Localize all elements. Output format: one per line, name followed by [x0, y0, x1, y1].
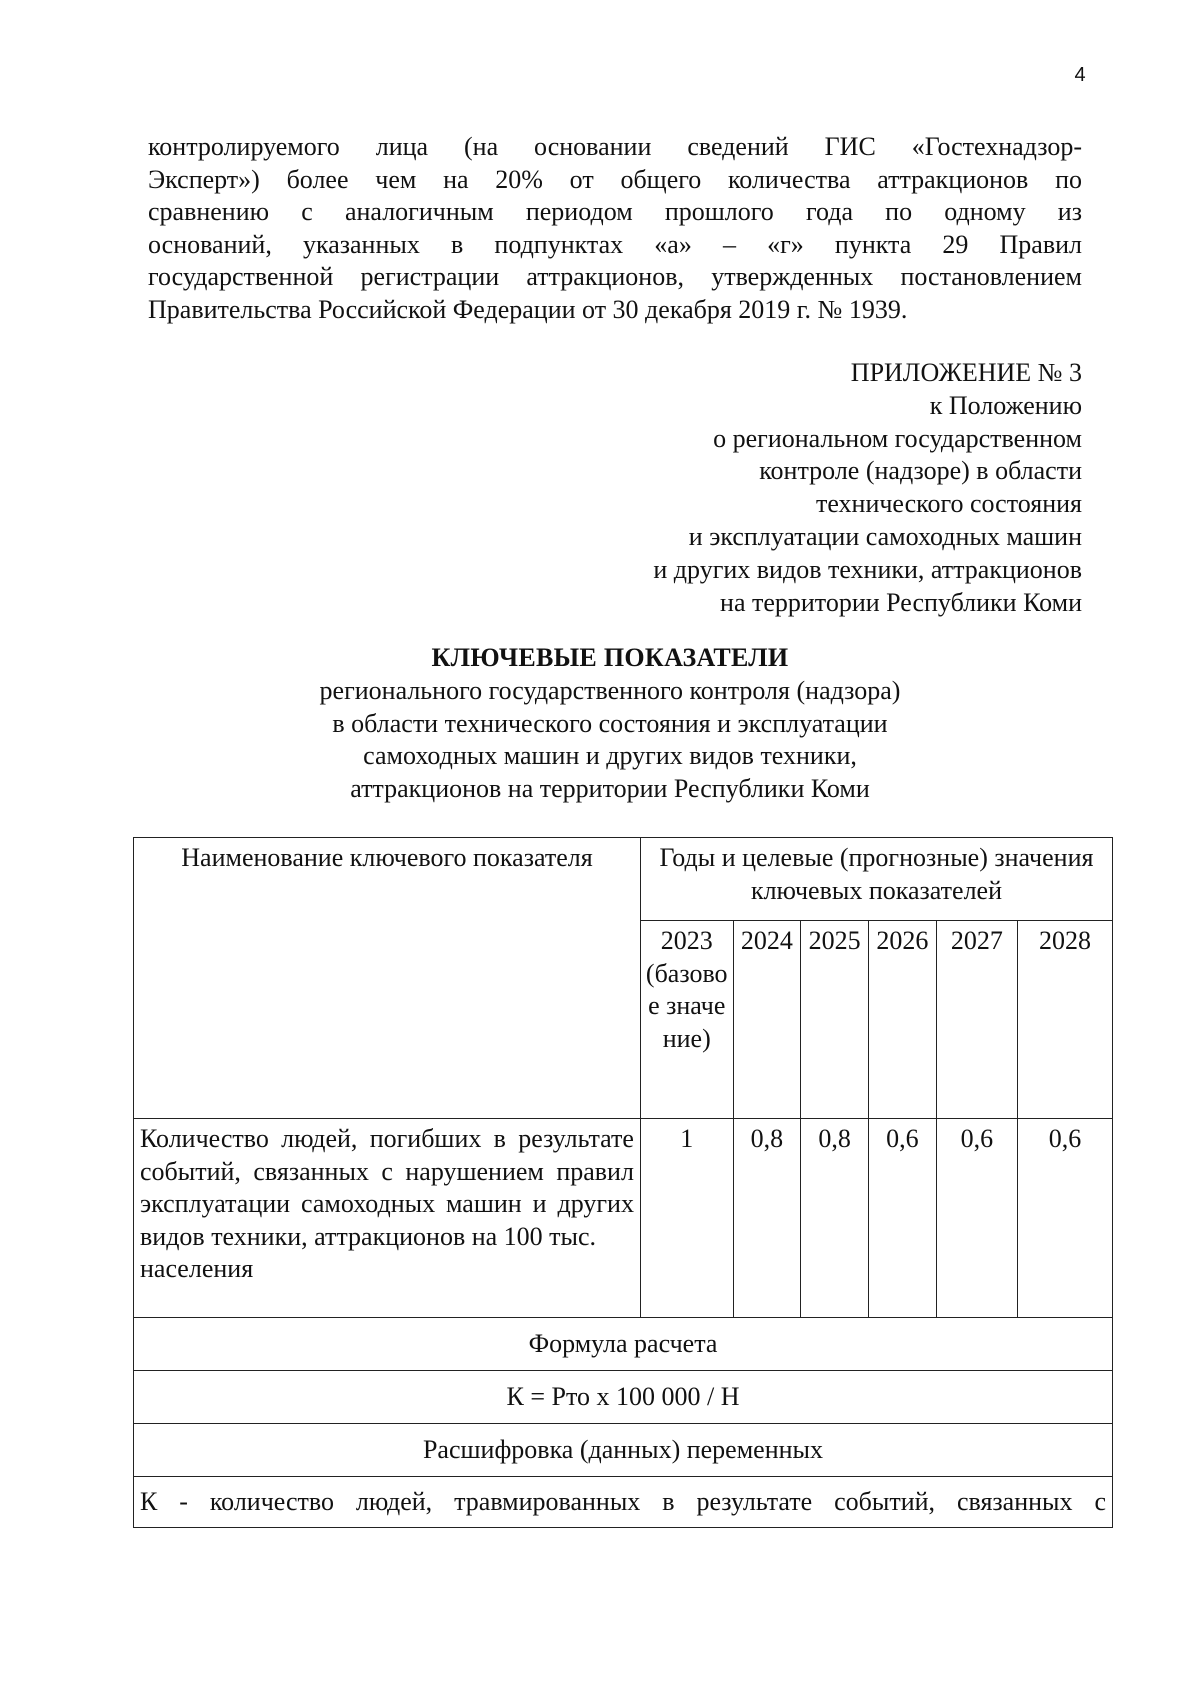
title-subline: регионального государственного контроля (надзора): [319, 675, 901, 705]
value-cell: 0,6: [936, 1119, 1017, 1318]
intro-paragraph: [148, 131, 1082, 326]
value-cell: 0,6: [1018, 1119, 1113, 1318]
indicator-name-tail: населения: [140, 1254, 254, 1283]
appendix-line: на территории Республики Коми: [720, 587, 1082, 617]
key-indicators-table: [133, 837, 1113, 1528]
year-cell: 2028: [1018, 921, 1113, 1119]
appendix-line: и эксплуатации самоходных машин: [688, 521, 1082, 551]
year-cell: 2025: [801, 921, 869, 1119]
header-indicator-name: Наименование ключевого показателя: [134, 838, 641, 1119]
title-heading: КЛЮЧЕВЫЕ ПОКАЗАТЕЛИ: [431, 643, 789, 672]
formula: К = Рто х 100 000 / Н: [134, 1371, 1113, 1424]
intro-line: оснований, указанных в подпунктах «а» – «г» пункта 29 Правил: [148, 229, 1082, 259]
variable-definition: К - количество людей, травмированных в результате событий, связанных с: [134, 1477, 1113, 1528]
appendix-header: [653, 357, 1082, 619]
table-row: [134, 1318, 1113, 1371]
table-row: [134, 1424, 1113, 1477]
intro-line: Правительства Российской Федерации от 30 декабря 2019 г. № 1939.: [148, 294, 908, 324]
intro-line: государственной регистрации аттракционов, утвержденных постановлением: [148, 262, 1082, 291]
year-2023-cell: [640, 921, 733, 1119]
title-subline: аттракционов на территории Республики Коми: [350, 774, 870, 804]
appendix-line: технического состояния: [815, 489, 1082, 519]
value-cell: 0,6: [869, 1119, 937, 1318]
value-cell: 0,8: [733, 1119, 801, 1318]
formula-label: Формула расчета: [134, 1318, 1113, 1371]
year-label: 2023: [660, 926, 713, 956]
value-cell: 0,8: [801, 1119, 869, 1318]
indicator-name-cell: [134, 1119, 641, 1318]
table-row: [134, 1477, 1113, 1528]
value-cell: 1: [640, 1119, 733, 1318]
page-number: 4: [1074, 64, 1086, 86]
year-cell: 2026: [869, 921, 937, 1119]
variables-label: Расшифровка (данных) переменных: [134, 1424, 1113, 1477]
appendix-line: ПРИЛОЖЕНИЕ № 3: [850, 358, 1082, 387]
year-cell: 2024: [733, 921, 801, 1119]
base-value-note: (базовое значение): [645, 958, 728, 1053]
title-subline: самоходных машин и других видов техники,: [363, 741, 857, 771]
appendix-line: контроле (надзоре) в области: [759, 456, 1082, 486]
appendix-line: и других видов техники, аттракционов: [653, 554, 1082, 584]
indicator-name: Количество людей, погибших в результате событий, связанных с нарушением правил эксплуатации самоходных машин и других видов техники, аттракционов на 100 тыс.: [140, 1124, 634, 1251]
intro-line: Эксперт») более чем на 20% от общего количества аттракционов по: [148, 164, 1082, 194]
intro-line: контролируемого лица (на основании сведений ГИС «Гостехнадзор-: [148, 132, 1082, 161]
title-subline: в области технического состояния и эксплуатации: [332, 708, 888, 738]
document-title: [0, 642, 1200, 806]
table-row: [134, 1371, 1113, 1424]
table-header-row: [134, 838, 1113, 921]
appendix-line: о региональном государственном: [713, 423, 1082, 453]
appendix-line: к Положению: [929, 390, 1082, 420]
table-row: [134, 1119, 1113, 1318]
year-cell: 2027: [936, 921, 1017, 1119]
header-years-values: Годы и целевые (прогнозные) значения ключевых показателей: [640, 838, 1112, 921]
intro-line: сравнению с аналогичным периодом прошлого года по одному из: [148, 197, 1082, 226]
